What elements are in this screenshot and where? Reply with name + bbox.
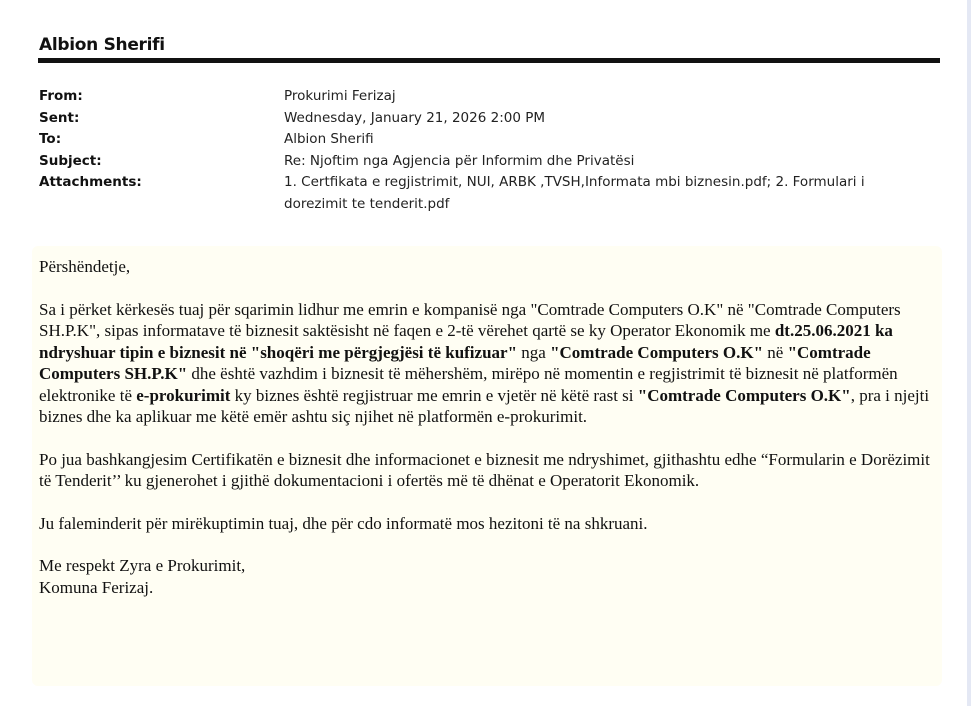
p1-text-d: në [763,342,788,362]
greeting: Përshëndetje, [39,257,131,276]
p1-text-g: , pra i njejti biznes dhe ka aplikuar me këtë emër ashtu siç njihet në platformën e-prokurimit. [39,385,930,426]
email-header [39,86,924,215]
paragraph-attachments-note: Po jua bashkangjesim Certifikatën e biznesit dhe informacionet e biznesit me ndryshimet, gjithashtu edhe “Formularin e Dorëzimit të Tenderit’’ ku gjenerohet i gjithë dokumentacioni i ofertës më të dhënat e Operatorit Ekonomik. [39,449,930,490]
p1-text-e: dhe është vazhdim i biznesit të mëhershëm, mirëpo në momentin e regjistrimit të biznesit në platformën elektronike të [39,364,898,405]
header-row-subject [39,151,924,173]
sender-display-name: Albion Sherifi [39,35,165,55]
attachments-label: Attachments: [39,174,142,190]
header-divider [38,58,940,63]
to-value: Albion Sherifi [284,131,374,147]
sent-value: Wednesday, January 21, 2026 2:00 PM [284,109,546,126]
attachments-value[interactable]: 1. Certfikata e regjistrimit, NUI, ARBK ,TVSH,Informata mbi biznesin.pdf; 2. Formulari i dorezimit te tenderit.pdf [284,174,865,212]
subject-value: Re: Njoftim nga Agjencia për Informim dhe Privatësi [284,152,635,169]
paragraph-clarification [39,299,939,428]
signature [39,555,939,598]
subject-label: Subject: [39,152,102,169]
from-label: From: [39,88,83,104]
header-row-attachments [39,172,924,215]
p1-text-f: ky biznes është regjistruar me emrin e vjetër në këtë rast si [230,385,638,405]
header-row-sent [39,108,924,130]
signature-line-2: Komuna Ferizaj. [39,577,154,597]
page-edge [967,0,971,706]
p1-bold-date-change: dt.25.06.2021 ka ndryshuar tipin e biznesit në "shoqëri me përgjegjësi të kufizuar" [39,321,893,362]
to-label: To: [39,131,62,147]
header-row-from [39,86,924,108]
header-row-to [39,129,924,151]
p1-bold-eprokurim: e-prokurimit [136,385,231,405]
p1-text-c: nga [517,342,551,362]
p1-text-a: Sa i përket kërkesës tuaj për sqarimin lidhur me emrin e kompanisë nga "Comtrade Computers O.K" në "Comtrade Computers SH.P.K", sipas informatave të biznesit saktësisht në faqen e 2-të vërehet qartë se ky Operator Ekonomik me [39,299,901,340]
p1-bold-old-name-2: "Comtrade Computers O.K" [637,385,851,405]
paragraph-thanks: Ju faleminderit për mirëkuptimin tuaj, dhe për cdo informatë mos hezitoni të na shkruani. [39,513,648,533]
sent-label: Sent: [39,109,80,126]
p1-bold-new-name: "Comtrade Computers SH.P.K" [39,342,871,383]
message-body [39,256,939,598]
from-value: Prokurimi Ferizaj [284,88,396,104]
signature-line-1: Me respekt Zyra e Prokurimit, [39,556,246,575]
p1-bold-old-name: "Comtrade Computers O.K" [550,342,764,362]
